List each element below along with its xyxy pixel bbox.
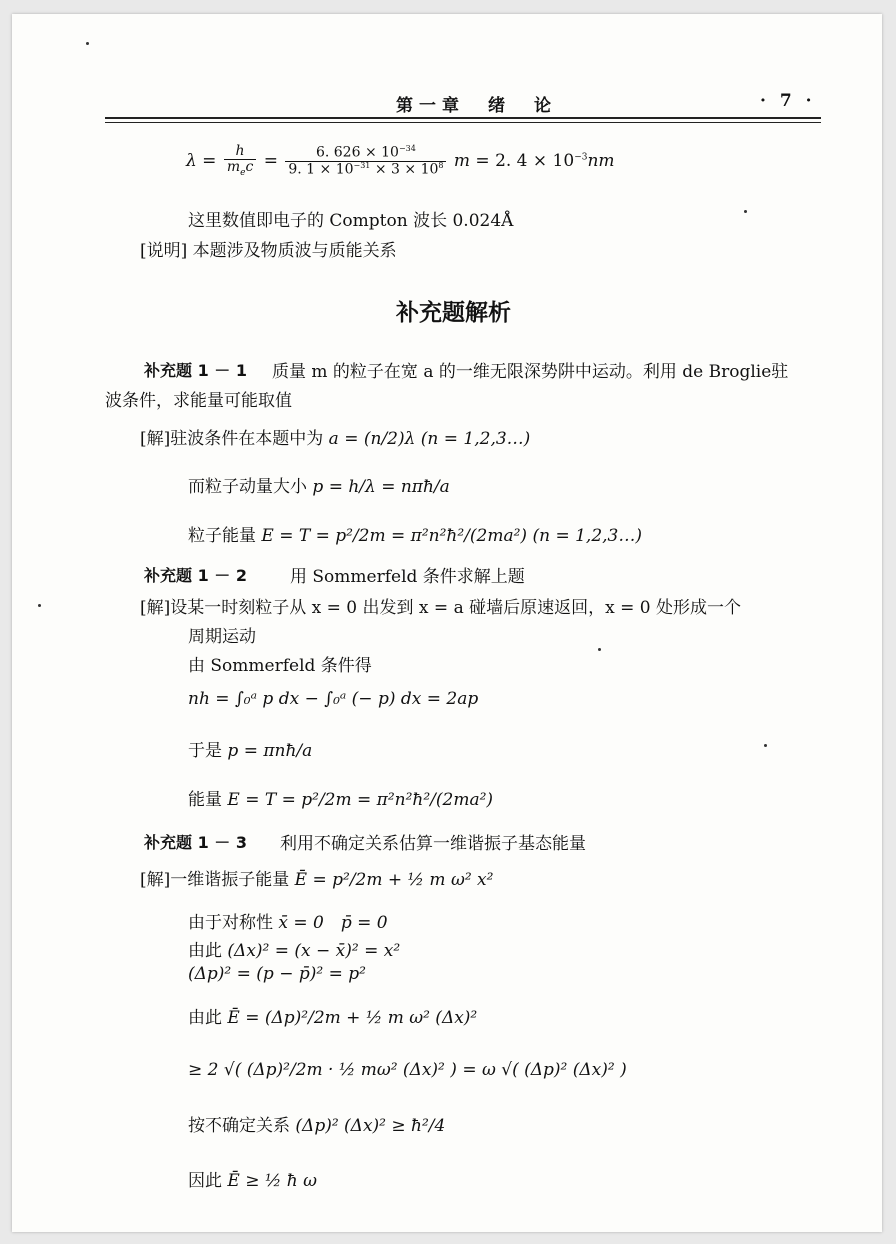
- compton-line: 这里数值即电子的 Compton 波长 0.024Å: [188, 211, 514, 231]
- problem3-label: 补充题 1 － 3: [144, 833, 247, 852]
- problem3-sol-prefix: [解]: [140, 870, 171, 890]
- document-page: [12, 14, 882, 1232]
- scan-speck: [598, 648, 601, 651]
- problem2-energy-text: 能量: [188, 790, 222, 810]
- problem1-momentum-text: 而粒子动量大小: [188, 477, 307, 497]
- problem3-eq8: Ē ≥ ½ ħ ω: [227, 1171, 317, 1191]
- problem1-label: 补充题 1 － 1: [144, 361, 247, 380]
- problem3-uncertainty-text: 按不确定关系: [188, 1116, 290, 1136]
- problem2-sol-prefix: [解]: [140, 598, 171, 618]
- lambda-formula: λ = $\frac{h}{m_ec}$ = $\frac{6. 626 \times 10^{-34}}{9. 1 \times 10^{-31} \times 3 \times 10^8}$ m = 2. $4 \times 10^{-3}nm$: [186, 143, 615, 179]
- problem2-so-text: 于是: [188, 741, 222, 761]
- chapter-header: 第一章 绪 论: [396, 96, 557, 116]
- problem2-label: 补充题 1 － 2: [144, 566, 247, 585]
- problem3-hence-text: 由此: [188, 941, 222, 961]
- section-title: 补充题解析: [396, 300, 511, 326]
- problem2-energy-line: [188, 785, 493, 810]
- problem3-therefore-text: 因此: [188, 1171, 222, 1191]
- problem3-eq6: ≥ 2 √( (Δp)²/2m · ½ mω² (Δx)² ) = ω √( (Δp)² (Δx)² ): [188, 1060, 627, 1080]
- problem1-sol-prefix: [解]: [140, 429, 171, 449]
- problem3-eq3: (Δx)² = (x − x̄)² = x²: [227, 941, 401, 961]
- scan-speck: [744, 210, 747, 213]
- problem3-solution-line: [140, 865, 493, 890]
- problem2-statement: 用 Sommerfeld 条件求解上题: [290, 567, 525, 587]
- problem3-eq7: (Δp)² (Δx)² ≥ ħ²/4: [295, 1116, 446, 1136]
- problem2-sol-line2: 周期运动: [188, 627, 256, 647]
- header-rule-thin: [105, 122, 821, 123]
- problem3-sol-text: 一维谐振子能量: [170, 870, 290, 890]
- problem3-symmetry-text: 由于对称性: [188, 913, 273, 933]
- problem3-hence-text-2: 由此: [188, 1008, 222, 1028]
- problem2-eq2: p = πnħ/a: [227, 741, 313, 761]
- note-line: [说明] 本题涉及物质波与质能关系: [140, 241, 397, 261]
- problem1-energy-text: 粒子能量: [188, 526, 256, 546]
- problem3-symmetry-line: [188, 908, 388, 933]
- scan-speck: [38, 604, 41, 607]
- problem2-solution-line: [140, 593, 741, 618]
- problem3-eq5: Ē = (Δp)²/2m + ½ m ω² (Δx)²: [227, 1008, 478, 1028]
- problem1-eq1: a = (n/2)λ (n = 1,2,3…): [328, 429, 531, 449]
- problem2-sommerfeld-text: 由 Sommerfeld 条件得: [188, 656, 372, 676]
- problem2-eq3: E = T = p²/2m = π²n²ħ²/(2ma²): [227, 790, 494, 810]
- problem1-solution-line: [140, 424, 530, 449]
- problem3-statement: 利用不确定关系估算一维谐振子基态能量: [280, 834, 586, 854]
- problem3-eq2: x̄ = 0 p̄ = 0: [278, 913, 388, 933]
- problem2-so-line: [188, 736, 312, 761]
- page-number: · 7 ·: [760, 91, 816, 111]
- scan-speck: [764, 744, 767, 747]
- problem1-energy-line: [188, 521, 642, 546]
- problem3-eq4: (Δp)² = (p − p̄)² = p²: [188, 964, 366, 984]
- problem3-therefore-line: [188, 1166, 317, 1191]
- header-rule-thick: [105, 117, 821, 119]
- problem1-eq2: p = h/λ = nπħ/a: [312, 477, 450, 497]
- problem1-statement-2: 波条件，求能量可能取值: [105, 391, 292, 411]
- problem3-uncertainty-line: [188, 1111, 445, 1136]
- problem3-eq1: Ē = p²/2m + ½ m ω² x²: [294, 870, 494, 890]
- problem1-eq3: E = T = p²/2m = π²n²ħ²/(2ma²) (n = 1,2,3…): [261, 526, 642, 546]
- problem1-statement-1: 质量 m 的粒子在宽 a 的一维无限深势阱中运动。利用 de Broglie驻: [272, 362, 789, 382]
- scan-speck: [86, 42, 89, 45]
- problem3-hence-line: [188, 936, 400, 961]
- problem2-eq1: nh = ∫₀ᵃ p dx − ∫₀ᵃ (− p) dx = 2ap: [188, 689, 479, 709]
- problem2-sol-line1: 设某一时刻粒子从 x = 0 出发到 x = a 碰墙后原速返回，x = 0 处形成一个: [170, 598, 741, 618]
- problem3-hence-line-2: [188, 1003, 477, 1028]
- problem1-sol-text: 驻波条件在本题中为: [170, 429, 324, 449]
- problem1-momentum-line: [188, 472, 450, 497]
